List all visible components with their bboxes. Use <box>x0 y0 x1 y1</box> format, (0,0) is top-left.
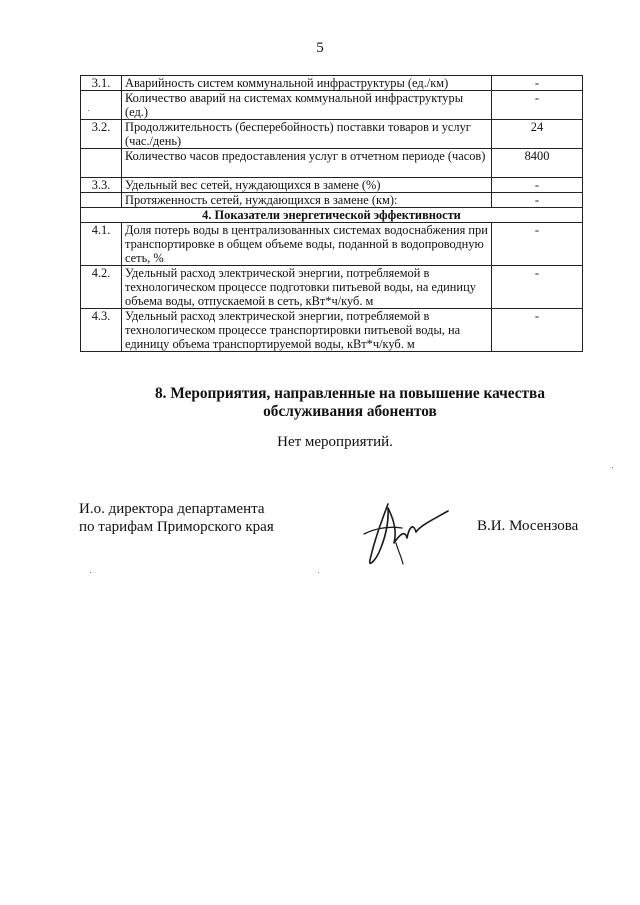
indicator-name-cell: Количество часов предоставления услуг в отчетном периоде (часов) <box>122 149 492 178</box>
scan-speck <box>88 110 89 111</box>
row-number-cell <box>81 149 122 178</box>
indicator-name-cell: Аварийность систем коммунальной инфраструктуры (ед./км) <box>122 76 492 91</box>
indicators-table-body <box>81 76 583 352</box>
row-number-cell: 4.1. <box>81 223 122 266</box>
no-measures-note: Нет мероприятий. <box>277 434 393 450</box>
row-number-cell <box>81 91 122 120</box>
indicator-value-cell: - <box>492 91 583 120</box>
indicator-value-cell: - <box>492 309 583 352</box>
indicator-value-cell: 24 <box>492 120 583 149</box>
table-row <box>81 120 583 149</box>
row-number-cell: 3.2. <box>81 120 122 149</box>
indicator-value-cell: - <box>492 76 583 91</box>
section-8-heading <box>0 385 640 421</box>
indicator-name-cell: Удельный расход электрической энергии, потребляемой в технологическом процессе транспортировки питьевой воды, на единицу объема транспортируемой воды, кВт*ч/куб. м <box>122 309 492 352</box>
indicator-name-cell: Продолжительность (бесперебойность) поставки товаров и услуг (час./день) <box>122 120 492 149</box>
signatory-role <box>79 500 274 536</box>
table-row <box>81 149 583 178</box>
signatory-name: В.И. Мосензова <box>477 518 579 534</box>
indicator-value-cell: 8400 <box>492 149 583 178</box>
indicator-value-cell: - <box>492 266 583 309</box>
table-row <box>81 193 583 208</box>
scan-speck <box>612 467 613 468</box>
indicator-value-cell: - <box>492 223 583 266</box>
table-row <box>81 178 583 193</box>
indicator-name-cell: Количество аварий на системах коммунальной инфраструктуры (ед.) <box>122 91 492 120</box>
row-number-cell: 4.3. <box>81 309 122 352</box>
section-8-title-line1: 8. Мероприятия, направленные на повышение качества <box>155 385 545 402</box>
table-row <box>81 223 583 266</box>
table-row <box>81 266 583 309</box>
table-row <box>81 91 583 120</box>
row-number-cell: 3.1. <box>81 76 122 91</box>
indicator-name-cell: Удельный расход электрической энергии, потребляемой в технологическом процессе подготовки питьевой воды, на единицу объема воды, отпускаемой в сеть, кВт*ч/куб. м <box>122 266 492 309</box>
row-number-cell: 4.2. <box>81 266 122 309</box>
signatory-role-line1: И.о. директора департамента <box>79 501 265 517</box>
row-number-cell: 3.3. <box>81 178 122 193</box>
scan-speck <box>318 572 319 573</box>
handwritten-signature <box>358 498 450 570</box>
signatory-role-line2: по тарифам Приморского края <box>79 519 274 535</box>
scan-speck <box>90 572 91 573</box>
indicator-name-cell: Доля потерь воды в централизованных системах водоснабжения при транспортировке в общем объеме воды, поданной в водопроводную сеть, % <box>122 223 492 266</box>
table-section-row <box>81 208 583 223</box>
table-row <box>81 76 583 91</box>
indicator-name-cell: Удельный вес сетей, нуждающихся в замене (%) <box>122 178 492 193</box>
indicator-value-cell: - <box>492 178 583 193</box>
row-number-cell <box>81 193 122 208</box>
indicator-name-cell: Протяженность сетей, нуждающихся в замене (км): <box>122 193 492 208</box>
indicator-value-cell: - <box>492 193 583 208</box>
section-8-title-line2: обслуживания абонентов <box>263 403 437 420</box>
section-heading-cell: 4. Показатели энергетической эффективности <box>81 208 583 223</box>
table-row <box>81 309 583 352</box>
indicators-table <box>80 75 583 352</box>
page-number: 5 <box>316 40 324 56</box>
